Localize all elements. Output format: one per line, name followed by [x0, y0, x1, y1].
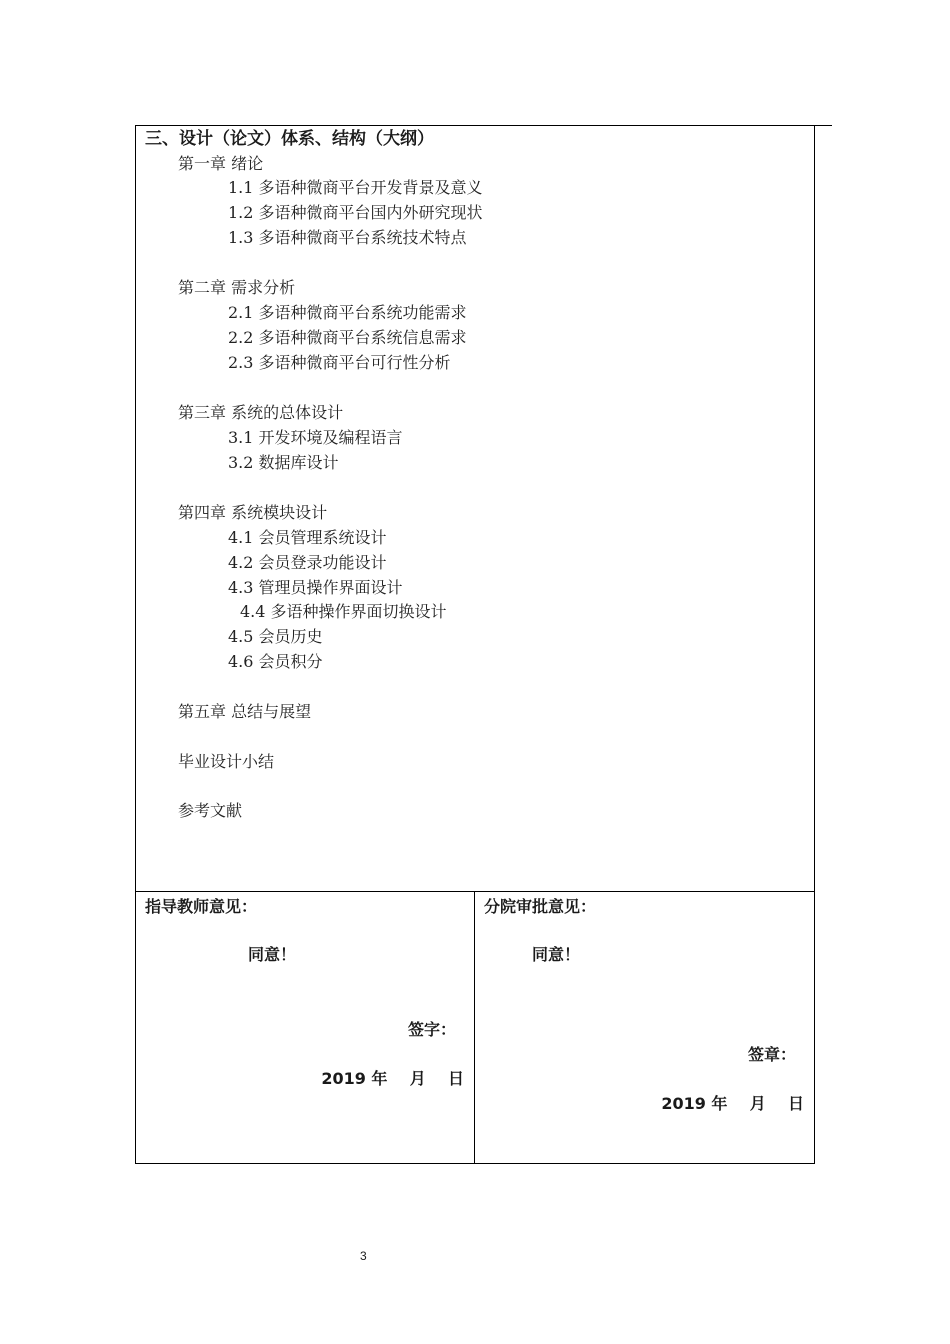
section-3-2: 3.2 数据库设计 [228, 453, 339, 472]
section-title: 三、设计（论文）体系、结构（大纲） [145, 129, 434, 149]
chapter-3: 第三章 系统的总体设计 [178, 403, 344, 422]
table-bottom-border [135, 1163, 815, 1164]
graduation-summary: 毕业设计小结 [178, 752, 275, 771]
section-1-2: 1.2 多语种微商平台国内外研究现状 [228, 203, 483, 222]
section-4-3: 4.3 管理员操作界面设计 [228, 578, 403, 597]
advisor-date: 2019 年 月 日 [321, 1069, 464, 1088]
college-seal-label: 签章： [748, 1045, 797, 1064]
section-2-3: 2.3 多语种微商平台可行性分析 [228, 353, 451, 372]
page-number: 3 [360, 1249, 367, 1263]
advisor-opinion-text: 同意！ [248, 945, 297, 964]
section-4-2: 4.2 会员登录功能设计 [228, 553, 387, 572]
chapter-2: 第二章 需求分析 [178, 278, 296, 297]
section-4-6: 4.6 会员积分 [228, 652, 323, 671]
college-approval-text: 同意！ [532, 945, 581, 964]
section-4-4: 4.4 多语种操作界面切换设计 [240, 602, 447, 621]
section-4-1: 4.1 会员管理系统设计 [228, 528, 387, 547]
references: 参考文献 [178, 801, 243, 820]
table-left-border [135, 125, 136, 1164]
section-2-1: 2.1 多语种微商平台系统功能需求 [228, 303, 467, 322]
college-approval-title: 分院审批意见： [484, 897, 597, 916]
chapter-1: 第一章 绪论 [178, 154, 264, 173]
table-center-divider [474, 891, 475, 1164]
college-date: 2019 年 月 日 [661, 1094, 804, 1113]
table-middle-border [135, 891, 815, 892]
section-3-1: 3.1 开发环境及编程语言 [228, 428, 403, 447]
table-right-border [814, 125, 815, 1164]
section-1-1: 1.1 多语种微商平台开发背景及意义 [228, 178, 483, 197]
section-2-2: 2.2 多语种微商平台系统信息需求 [228, 328, 467, 347]
advisor-opinion-title: 指导教师意见： [145, 897, 258, 916]
chapter-4: 第四章 系统模块设计 [178, 503, 328, 522]
section-4-5: 4.5 会员历史 [228, 627, 323, 646]
table-top-border [135, 125, 832, 126]
section-1-3: 1.3 多语种微商平台系统技术特点 [228, 228, 467, 247]
advisor-signature-label: 签字： [408, 1020, 457, 1039]
chapter-5: 第五章 总结与展望 [178, 702, 312, 721]
